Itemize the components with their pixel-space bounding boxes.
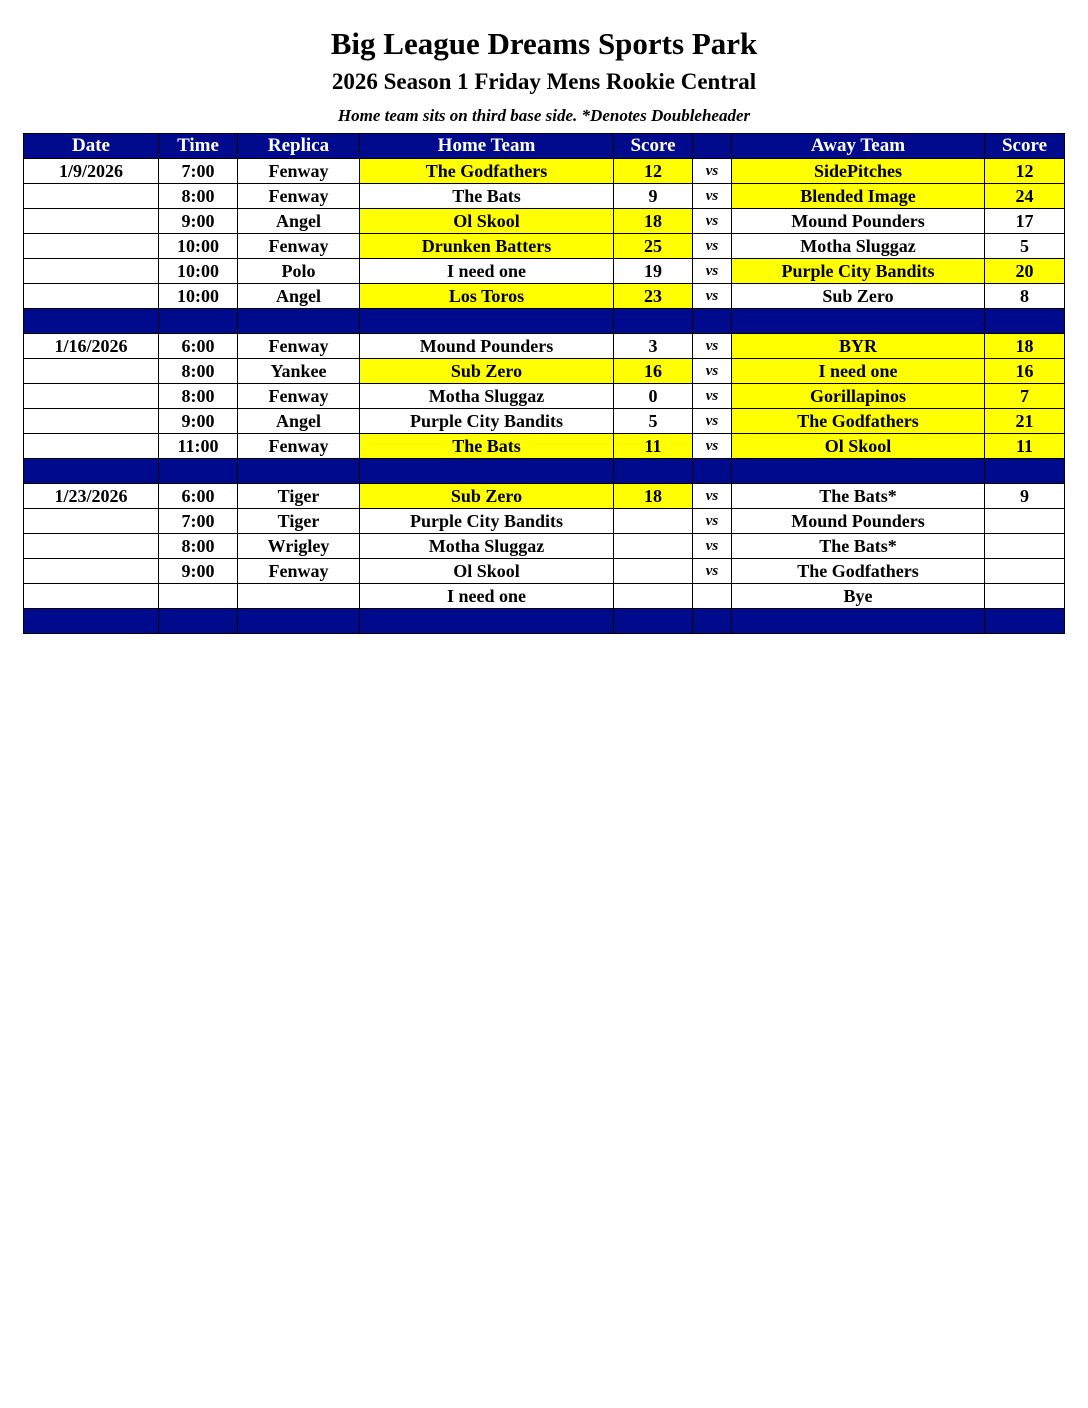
away-score-cell: 5 xyxy=(985,234,1065,259)
home-score-cell: 19 xyxy=(614,259,693,284)
separator-cell xyxy=(24,609,159,634)
separator-cell xyxy=(238,609,360,634)
away-team-cell: Gorillapinos xyxy=(732,384,985,409)
home-team-cell: Motha Sluggaz xyxy=(360,534,614,559)
separator-row xyxy=(24,309,1065,334)
separator-cell xyxy=(985,309,1065,334)
away-team-cell: I need one xyxy=(732,359,985,384)
home-score-cell: 5 xyxy=(614,409,693,434)
game-row xyxy=(24,584,1065,609)
away-score-cell xyxy=(985,559,1065,584)
game-row xyxy=(24,409,1065,434)
away-score-cell xyxy=(985,534,1065,559)
replica-cell: Polo xyxy=(238,259,360,284)
home-score-cell xyxy=(614,584,693,609)
away-score-cell: 21 xyxy=(985,409,1065,434)
replica-cell: Fenway xyxy=(238,384,360,409)
away-score-cell: 7 xyxy=(985,384,1065,409)
away-team-cell: Purple City Bandits xyxy=(732,259,985,284)
date-cell xyxy=(24,584,159,609)
separator-cell xyxy=(238,459,360,484)
home-score-cell: 3 xyxy=(614,334,693,359)
home-score-cell: 18 xyxy=(614,209,693,234)
header-row xyxy=(24,134,1065,159)
away-team-cell: Mound Pounders xyxy=(732,209,985,234)
home-score-cell xyxy=(614,559,693,584)
away-team-cell: SidePitches xyxy=(732,159,985,184)
page-title: Big League Dreams Sports Park xyxy=(330,26,758,61)
schedule-note: Home team sits on third base side. *Denotes Doubleheader xyxy=(337,106,751,125)
column-header-vs xyxy=(693,134,732,159)
time-cell: 8:00 xyxy=(159,184,238,209)
vs-cell: vs xyxy=(693,384,732,409)
separator-cell xyxy=(360,309,614,334)
schedule-body xyxy=(24,159,1065,634)
game-row xyxy=(24,509,1065,534)
separator-cell xyxy=(360,459,614,484)
game-row xyxy=(24,484,1065,509)
time-cell: 9:00 xyxy=(159,559,238,584)
away-team-cell: Motha Sluggaz xyxy=(732,234,985,259)
replica-cell: Angel xyxy=(238,409,360,434)
separator-cell xyxy=(614,309,693,334)
away-team-cell: Mound Pounders xyxy=(732,509,985,534)
separator-cell xyxy=(732,459,985,484)
separator-cell xyxy=(693,309,732,334)
game-row xyxy=(24,159,1065,184)
game-row xyxy=(24,209,1065,234)
home-team-cell: Purple City Bandits xyxy=(360,509,614,534)
home-team-cell: Sub Zero xyxy=(360,359,614,384)
game-row xyxy=(24,384,1065,409)
away-team-cell: Blended Image xyxy=(732,184,985,209)
separator-cell xyxy=(614,609,693,634)
vs-cell: vs xyxy=(693,159,732,184)
home-score-cell: 12 xyxy=(614,159,693,184)
column-header-home-score: Score xyxy=(614,134,693,159)
game-row xyxy=(24,234,1065,259)
separator-cell xyxy=(159,309,238,334)
away-team-cell: Bye xyxy=(732,584,985,609)
column-header-time: Time xyxy=(159,134,238,159)
vs-cell: vs xyxy=(693,484,732,509)
game-row xyxy=(24,559,1065,584)
vs-cell: vs xyxy=(693,284,732,309)
vs-cell: vs xyxy=(693,234,732,259)
away-team-cell: The Bats* xyxy=(732,484,985,509)
date-cell xyxy=(24,534,159,559)
away-score-cell: 9 xyxy=(985,484,1065,509)
column-header-away-score: Score xyxy=(985,134,1065,159)
away-team-cell: Sub Zero xyxy=(732,284,985,309)
replica-cell: Fenway xyxy=(238,334,360,359)
separator-cell xyxy=(159,459,238,484)
separator-row xyxy=(24,459,1065,484)
vs-cell: vs xyxy=(693,559,732,584)
home-score-cell: 18 xyxy=(614,484,693,509)
date-cell xyxy=(24,209,159,234)
game-row xyxy=(24,259,1065,284)
game-row xyxy=(24,434,1065,459)
time-cell: 10:00 xyxy=(159,259,238,284)
vs-cell: vs xyxy=(693,184,732,209)
home-team-cell: I need one xyxy=(360,259,614,284)
time-cell: 9:00 xyxy=(159,409,238,434)
home-team-cell: Ol Skool xyxy=(360,209,614,234)
column-header-date: Date xyxy=(24,134,159,159)
away-team-cell: BYR xyxy=(732,334,985,359)
away-team-cell: Ol Skool xyxy=(732,434,985,459)
away-score-cell: 11 xyxy=(985,434,1065,459)
date-cell: 1/23/2026 xyxy=(24,484,159,509)
away-team-cell: The Godfathers xyxy=(732,559,985,584)
home-score-cell xyxy=(614,509,693,534)
date-cell: 1/9/2026 xyxy=(24,159,159,184)
replica-cell xyxy=(238,584,360,609)
vs-cell: vs xyxy=(693,259,732,284)
home-team-cell: Ol Skool xyxy=(360,559,614,584)
replica-cell: Fenway xyxy=(238,234,360,259)
home-team-cell: The Bats xyxy=(360,184,614,209)
home-score-cell: 11 xyxy=(614,434,693,459)
date-cell: 1/16/2026 xyxy=(24,334,159,359)
date-cell xyxy=(24,509,159,534)
game-row xyxy=(24,334,1065,359)
vs-cell: vs xyxy=(693,359,732,384)
away-score-cell: 20 xyxy=(985,259,1065,284)
home-team-cell: The Godfathers xyxy=(360,159,614,184)
away-score-cell: 8 xyxy=(985,284,1065,309)
away-score-cell: 18 xyxy=(985,334,1065,359)
home-score-cell: 25 xyxy=(614,234,693,259)
game-row xyxy=(24,284,1065,309)
column-header-away-team: Away Team xyxy=(732,134,985,159)
replica-cell: Yankee xyxy=(238,359,360,384)
away-team-cell: The Godfathers xyxy=(732,409,985,434)
separator-cell xyxy=(159,609,238,634)
date-cell xyxy=(24,284,159,309)
date-cell xyxy=(24,234,159,259)
time-cell: 7:00 xyxy=(159,159,238,184)
vs-cell: vs xyxy=(693,409,732,434)
date-cell xyxy=(24,184,159,209)
date-cell xyxy=(24,409,159,434)
time-cell: 6:00 xyxy=(159,484,238,509)
time-cell: 9:00 xyxy=(159,209,238,234)
separator-cell xyxy=(693,459,732,484)
game-row xyxy=(24,359,1065,384)
time-cell: 10:00 xyxy=(159,284,238,309)
time-cell: 8:00 xyxy=(159,359,238,384)
time-cell: 6:00 xyxy=(159,334,238,359)
separator-cell xyxy=(24,459,159,484)
home-team-cell: Sub Zero xyxy=(360,484,614,509)
away-score-cell: 24 xyxy=(985,184,1065,209)
away-score-cell: 16 xyxy=(985,359,1065,384)
separator-cell xyxy=(693,609,732,634)
away-score-cell xyxy=(985,584,1065,609)
page-subtitle: 2026 Season 1 Friday Mens Rookie Central xyxy=(331,69,757,94)
column-header-home-team: Home Team xyxy=(360,134,614,159)
date-cell xyxy=(24,384,159,409)
date-cell xyxy=(24,559,159,584)
home-team-cell: Motha Sluggaz xyxy=(360,384,614,409)
home-score-cell: 23 xyxy=(614,284,693,309)
vs-cell xyxy=(693,584,732,609)
home-team-cell: I need one xyxy=(360,584,614,609)
separator-cell xyxy=(614,459,693,484)
replica-cell: Fenway xyxy=(238,159,360,184)
column-header-replica: Replica xyxy=(238,134,360,159)
away-score-cell: 12 xyxy=(985,159,1065,184)
away-score-cell xyxy=(985,509,1065,534)
home-team-cell: Los Toros xyxy=(360,284,614,309)
home-score-cell: 9 xyxy=(614,184,693,209)
replica-cell: Tiger xyxy=(238,484,360,509)
separator-cell xyxy=(985,459,1065,484)
date-cell xyxy=(24,359,159,384)
date-cell xyxy=(24,434,159,459)
away-score-cell: 17 xyxy=(985,209,1065,234)
replica-cell: Angel xyxy=(238,209,360,234)
home-score-cell: 16 xyxy=(614,359,693,384)
separator-row xyxy=(24,609,1065,634)
home-score-cell xyxy=(614,534,693,559)
vs-cell: vs xyxy=(693,334,732,359)
time-cell: 11:00 xyxy=(159,434,238,459)
replica-cell: Angel xyxy=(238,284,360,309)
separator-cell xyxy=(360,609,614,634)
away-team-cell: The Bats* xyxy=(732,534,985,559)
time-cell: 10:00 xyxy=(159,234,238,259)
game-row xyxy=(24,184,1065,209)
vs-cell: vs xyxy=(693,209,732,234)
vs-cell: vs xyxy=(693,509,732,534)
schedule-table xyxy=(23,133,1065,634)
vs-cell: vs xyxy=(693,434,732,459)
home-team-cell: Purple City Bandits xyxy=(360,409,614,434)
separator-cell xyxy=(985,609,1065,634)
home-team-cell: The Bats xyxy=(360,434,614,459)
separator-cell xyxy=(732,309,985,334)
home-team-cell: Drunken Batters xyxy=(360,234,614,259)
time-cell: 8:00 xyxy=(159,384,238,409)
separator-cell xyxy=(24,309,159,334)
vs-cell: vs xyxy=(693,534,732,559)
replica-cell: Wrigley xyxy=(238,534,360,559)
replica-cell: Fenway xyxy=(238,559,360,584)
time-cell xyxy=(159,584,238,609)
replica-cell: Fenway xyxy=(238,184,360,209)
time-cell: 7:00 xyxy=(159,509,238,534)
home-team-cell: Mound Pounders xyxy=(360,334,614,359)
replica-cell: Fenway xyxy=(238,434,360,459)
date-cell xyxy=(24,259,159,284)
separator-cell xyxy=(732,609,985,634)
time-cell: 8:00 xyxy=(159,534,238,559)
separator-cell xyxy=(238,309,360,334)
replica-cell: Tiger xyxy=(238,509,360,534)
home-score-cell: 0 xyxy=(614,384,693,409)
game-row xyxy=(24,534,1065,559)
